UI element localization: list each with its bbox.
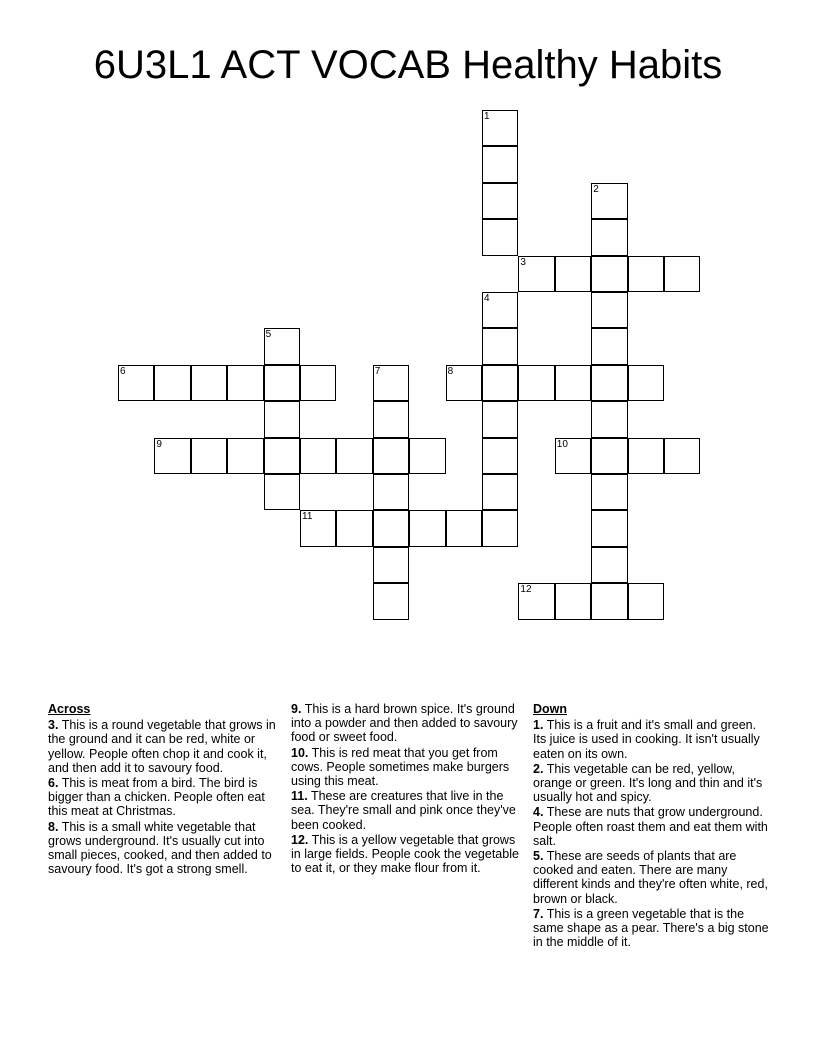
grid-cell[interactable] [300,510,336,546]
grid-cell[interactable] [154,438,190,474]
across-heading: Across [48,702,91,716]
clue-down-2: 2. This vegetable can be red, yellow, orange or green. It's long and thin and it's usually hot and spicy. [533,761,763,805]
grid-cell[interactable] [227,365,263,401]
clue-number: 9 [156,438,162,450]
clue-number: 3 [520,256,526,268]
clue-number: 4 [484,293,490,304]
clue-number: 5 [265,329,272,341]
grid-cell[interactable] [482,183,518,219]
puzzle-title: 6U3L1 ACT VOCAB Healthy Habits [93,43,723,87]
clue-across-6: 6. This is meat from a bird. The bird is bigger than a chicken. People often eat this meat at Christmas. [48,776,265,819]
clue-across-12: 12. This is a yellow vegetable that grows in large fields. People cook the vegetable to eat it, or they make flour from it. [291,832,519,876]
grid-cell[interactable] [591,547,627,583]
grid-cell[interactable] [446,510,482,546]
grid-cell[interactable] [373,401,409,437]
clue-across-10: 10. This is red meat that you get from cows. People sometimes make burgers using this meat. [291,745,510,789]
grid-cell[interactable] [482,474,518,510]
grid-cell[interactable] [482,328,518,364]
grid-cell[interactable] [336,438,372,474]
clue-number: 8 [447,365,454,377]
grid-cell[interactable] [264,365,300,401]
grid-cell[interactable] [591,583,627,619]
clue-number: 2 [593,183,599,195]
grid-cell[interactable] [664,256,700,292]
down-heading: Down [533,702,568,716]
grid-cell[interactable] [482,146,518,182]
grid-cell[interactable] [373,365,409,401]
grid-cell[interactable] [373,474,409,510]
grid-cell[interactable] [591,292,627,328]
clues-column-2 [291,702,523,876]
grid-cell[interactable] [591,219,627,255]
clue-down-1: 1. This is a fruit and it's small and green. Its juice is used in cooking. It isn't usually eaten on its own. [533,718,760,761]
grid-cell[interactable] [555,583,591,619]
grid-cell[interactable] [264,474,300,510]
grid-cell[interactable] [591,328,627,364]
grid-cell[interactable] [482,510,518,546]
grid-cell[interactable] [591,256,627,292]
clue-across-8: 8. This is a small white vegetable that grows underground. It's usually cut into small pieces, cooked, and then added to savoury food. It's got a strong smell. [48,819,272,877]
grid-cell[interactable] [628,438,664,474]
clue-across-11: 11. These are creatures that live in the sea. They're small and pink once they've been cooked. [291,789,516,832]
grid-cell[interactable] [264,328,300,364]
clues-column-1 [48,702,284,877]
grid-cell[interactable] [191,365,227,401]
clue-number: 10 [556,438,568,450]
grid-cell[interactable] [555,256,591,292]
grid-cell[interactable] [373,547,409,583]
grid-cell[interactable] [482,219,518,255]
grid-cell[interactable] [336,510,372,546]
grid-cell[interactable] [591,510,627,546]
grid-cell[interactable] [518,365,554,401]
grid-cell[interactable] [409,438,445,474]
grid-cell[interactable] [664,438,700,474]
grid-cell[interactable] [555,365,591,401]
grid-cell[interactable] [555,438,591,474]
grid-cell[interactable] [154,365,190,401]
grid-cell[interactable] [518,256,554,292]
grid-cell[interactable] [518,583,554,619]
grid-cell[interactable] [300,365,336,401]
clue-number: 7 [374,365,381,377]
grid-cell[interactable] [482,365,518,401]
grid-cell[interactable] [373,510,409,546]
grid-cell[interactable] [118,365,154,401]
grid-cell[interactable] [227,438,263,474]
grid-cell[interactable] [373,438,409,474]
clue-number: 11 [302,511,313,523]
clue-down-4: 4. These are nuts that grow underground. People often roast them and eat them with salt. [533,805,768,848]
grid-cell[interactable] [409,510,445,546]
clue-number: 1 [484,111,490,122]
clues-column-3 [533,702,771,950]
grid-cell[interactable] [591,438,627,474]
grid-cell[interactable] [446,365,482,401]
grid-cell[interactable] [591,365,627,401]
grid-cell[interactable] [628,256,664,292]
clue-down-7: 7. This is a green vegetable that is the same shape as a pear. There's a big stone in the middle of it. [533,906,769,950]
grid-cell[interactable] [264,438,300,474]
grid-cell[interactable] [482,110,518,146]
clue-across-3: 3. This is a round vegetable that grows in the ground and it can be red, white or yellow. People often chop it and cook it, and then add it to savoury food. [48,718,276,775]
grid-cell[interactable] [482,401,518,437]
clue-across-9: 9. This is a hard brown spice. It's ground into a powder and then added to savoury food or sweet food. [291,702,518,745]
clue-number: 12 [520,584,532,596]
grid-cell[interactable] [628,365,664,401]
grid-cell[interactable] [264,401,300,437]
grid-cell[interactable] [591,401,627,437]
clue-down-5: 5. These are seeds of plants that are cooked and eaten. There are many different kinds and they're often white, red, brown or black. [533,849,768,906]
grid-cell[interactable] [628,583,664,619]
grid-cell[interactable] [591,474,627,510]
grid-cell[interactable] [300,438,336,474]
grid-cell[interactable] [191,438,227,474]
grid-cell[interactable] [482,438,518,474]
grid-cell[interactable] [373,583,409,619]
clue-number: 6 [120,365,126,377]
grid-cell[interactable] [482,292,518,328]
grid-cell[interactable] [591,183,627,219]
